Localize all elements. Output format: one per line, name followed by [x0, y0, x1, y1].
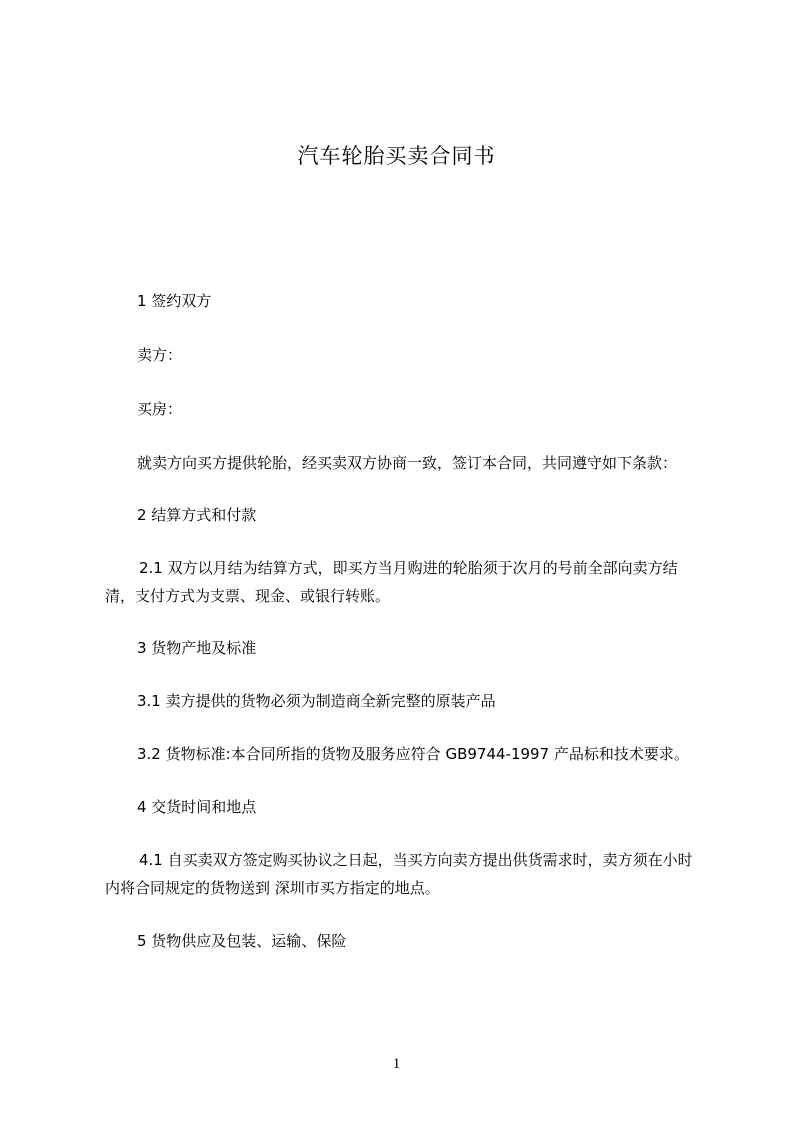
- document-title: 汽车轮胎买卖合同书: [297, 144, 496, 168]
- clause-4-1: 4.1 自买卖双方签定购买协议之日起，当买方向卖方提出供货需求时，卖方须在小时内将合同规定的货物送到 深圳市买方指定的地点。: [105, 851, 693, 897]
- clause-3-1: 3.1 卖方提供的货物必须为制造商全新完整的原装产品: [137, 692, 496, 710]
- seller-field: 卖方：: [137, 346, 183, 364]
- section-heading-5: 5 货物供应及包装、运输、保险: [137, 932, 347, 950]
- page-number: 1: [392, 1056, 401, 1072]
- section-heading-1: 1 签约双方: [137, 292, 212, 310]
- clause-3-2: 3.2 货物标准:本合同所指的货物及服务应符合 GB9744-1997 产品标和技术要求。: [137, 745, 689, 763]
- section-heading-2: 2 结算方式和付款: [137, 506, 257, 524]
- section-heading-3: 3 货物产地及标准: [137, 639, 257, 657]
- buyer-field: 买房：: [137, 400, 183, 418]
- preamble-paragraph: 就卖方向买方提供轮胎，经买卖双方协商一致，签订本合同，共同遵守如下条款：: [137, 454, 678, 472]
- section-heading-4: 4 交货时间和地点: [137, 798, 257, 816]
- clause-2-1: 2.1 双方以月结为结算方式，即买方当月购进的轮胎须于次月的号前全部向卖方结清，支付方式为支票、现金、或银行转账。: [105, 559, 678, 605]
